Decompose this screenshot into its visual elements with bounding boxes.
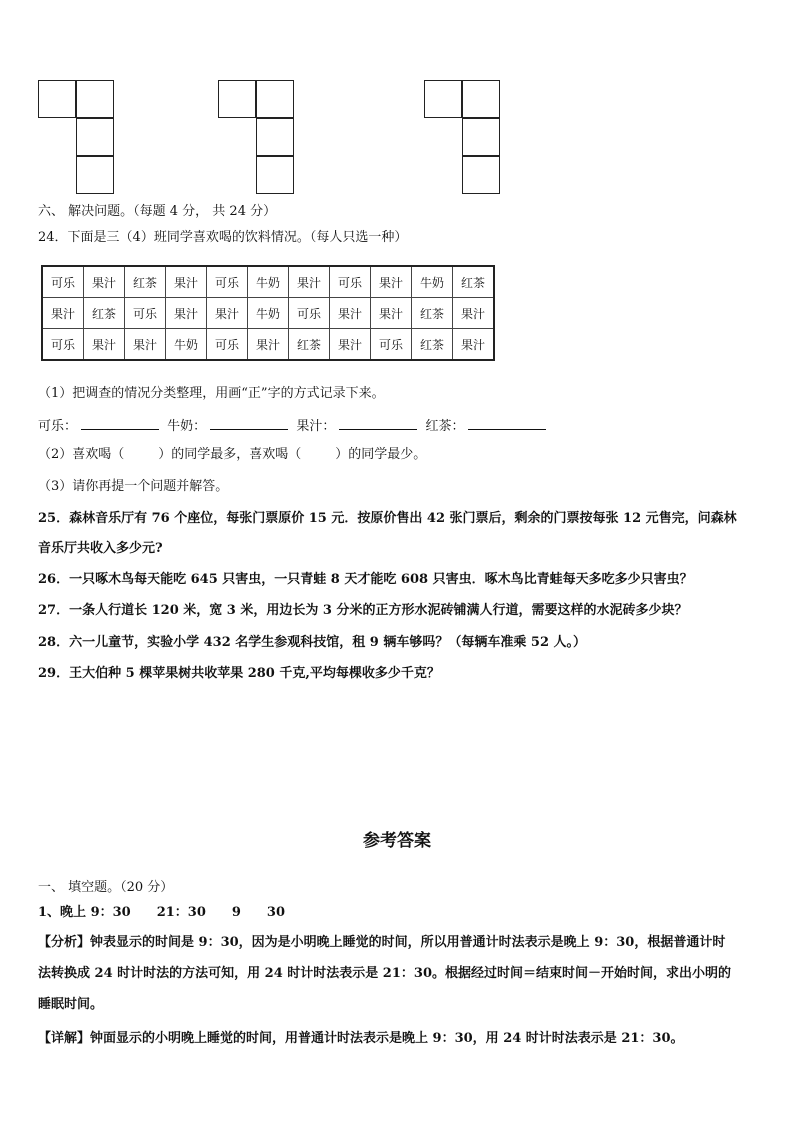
figure-2-cell	[218, 80, 256, 118]
table-cell: 果汁	[330, 329, 371, 361]
table-cell: 红茶	[412, 329, 453, 361]
table-cell: 可乐	[42, 329, 84, 361]
figure-3	[424, 80, 504, 200]
figure-2	[218, 80, 298, 200]
section-6-heading: 六、 解决问题。（每题 4 分， 共 24 分）	[38, 204, 277, 219]
table-cell: 果汁	[453, 329, 495, 361]
q24-sub2-part2: ）的同学最多，喜欢喝（	[158, 447, 302, 462]
table-cell: 果汁	[371, 266, 412, 298]
figure-3-cell	[424, 80, 462, 118]
table-row	[42, 266, 494, 298]
table-cell: 可乐	[207, 266, 248, 298]
table-cell: 果汁	[248, 329, 289, 361]
survey-table	[41, 265, 495, 361]
q24-sub2-part1: （2）喜欢喝（	[38, 447, 125, 462]
table-cell: 可乐	[371, 329, 412, 361]
q29-text: 29．王大伯种 5 棵苹果树共收苹果 280 千克,平均每棵收多少千克？	[38, 666, 440, 681]
table-cell: 可乐	[207, 329, 248, 361]
answers-section-1: 一、 填空题。（20 分）	[38, 880, 174, 895]
detail-line-1: 【详解】钟面显示的小明晚上睡觉的时间，用普通计时法表示是晚上 9：30，用 24 时计时法表示是 21：30。	[38, 1031, 684, 1046]
juice-blank[interactable]	[339, 416, 417, 430]
table-cell: 红茶	[84, 298, 125, 329]
q27-text: 27．一条人行道长 120 米，宽 3 米，用边长为 3 分米的正方形水泥砖铺满人行道，需要这样的水泥砖多少块？	[38, 603, 688, 618]
table-cell: 果汁	[84, 329, 125, 361]
q26-text: 26．一只啄木鸟每天能吃 645 只害虫，一只青蛙 8 天才能吃 608 只害虫．啄木鸟比青蛙每天多吃多少只害虫？	[38, 572, 693, 587]
cola-label: 可乐：	[38, 419, 78, 434]
analysis-line-1: 【分析】钟表显示的时间是 9：30，因为是小明晚上睡觉的时间，所以用普通计时法表示是晚上 9：30，根据普通计时	[38, 935, 726, 950]
analysis-line-2: 法转换成 24 时计时法的方法可知，用 24 时计时法表示是 21：30。根据经过时间＝结束时间－开始时间，求出小明的	[38, 966, 731, 981]
table-cell: 果汁	[42, 298, 84, 329]
table-cell: 牛奶	[248, 298, 289, 329]
table-cell: 可乐	[42, 266, 84, 298]
answer-1: 1、晚上 9：30 21：30 9 30	[38, 905, 286, 920]
q24-sub2	[38, 446, 426, 464]
milk-blank[interactable]	[210, 416, 288, 430]
milk-label: 牛奶：	[167, 419, 207, 434]
figure-3-cell	[462, 118, 500, 156]
tally-row	[38, 416, 550, 436]
table-cell: 果汁	[166, 298, 207, 329]
table-row	[42, 329, 494, 361]
figure-1-cell	[76, 80, 114, 118]
table-cell: 牛奶	[166, 329, 207, 361]
table-cell: 红茶	[412, 298, 453, 329]
answers-title: 参考答案	[363, 831, 431, 851]
table-cell: 果汁	[125, 329, 166, 361]
tea-blank[interactable]	[468, 416, 546, 430]
tea-label: 红茶：	[425, 419, 465, 434]
q24-sub3: （3）请你再提一个问题并解答。	[38, 479, 229, 494]
table-cell: 果汁	[289, 266, 330, 298]
table-row	[42, 298, 494, 329]
figure-1	[38, 80, 118, 200]
table-cell: 牛奶	[412, 266, 453, 298]
figure-1-cell	[76, 118, 114, 156]
analysis-line-3: 睡眠时间。	[38, 997, 104, 1012]
q24-sub2-part3: ）的同学最少。	[335, 447, 427, 462]
table-cell: 可乐	[330, 266, 371, 298]
q24-sub1: （1）把调查的情况分类整理，用画“正”字的方式记录下来。	[38, 386, 385, 401]
table-cell: 果汁	[371, 298, 412, 329]
q24-text: 24．下面是三（4）班同学喜欢喝的饮料情况。（每人只选一种）	[38, 230, 408, 245]
figure-1-cell	[76, 156, 114, 194]
cola-blank[interactable]	[81, 416, 159, 430]
q25-line1: 25．森林音乐厅有 76 个座位，每张门票原价 15 元．按原价售出 42 张门票后，剩余的门票按每张 12 元售完，问森林	[38, 511, 737, 526]
table-cell: 可乐	[125, 298, 166, 329]
table-cell: 果汁	[453, 298, 495, 329]
table-cell: 果汁	[207, 298, 248, 329]
table-cell: 果汁	[166, 266, 207, 298]
table-cell: 红茶	[289, 329, 330, 361]
table-cell: 果汁	[84, 266, 125, 298]
figure-2-cell	[256, 118, 294, 156]
figure-2-cell	[256, 80, 294, 118]
figure-1-cell	[38, 80, 76, 118]
figure-3-cell	[462, 80, 500, 118]
figure-2-cell	[256, 156, 294, 194]
table-cell: 牛奶	[248, 266, 289, 298]
table-cell: 红茶	[125, 266, 166, 298]
table-cell: 可乐	[289, 298, 330, 329]
figure-3-cell	[462, 156, 500, 194]
table-cell: 果汁	[330, 298, 371, 329]
q25-line2: 音乐厅共收入多少元?	[38, 541, 163, 556]
juice-label: 果汁：	[296, 419, 336, 434]
q28-text: 28．六一儿童节，实验小学 432 名学生参观科技馆，租 9 辆车够吗？（每辆车准乘 52 人。）	[38, 635, 587, 650]
table-cell: 红茶	[453, 266, 495, 298]
